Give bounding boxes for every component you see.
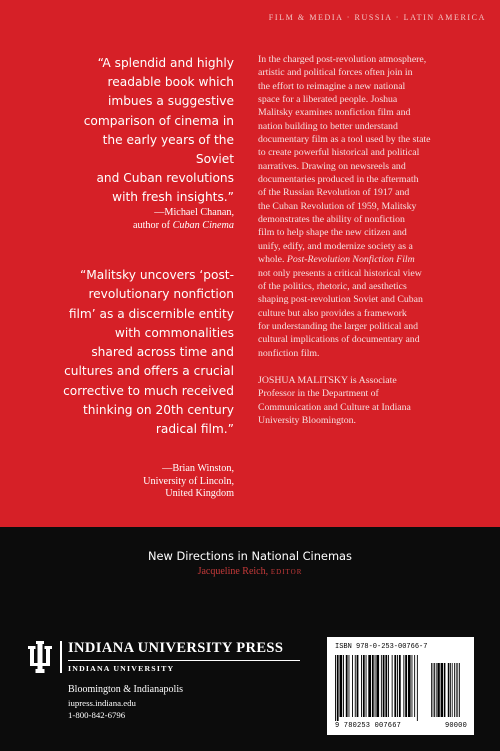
quote-line: cultures and offers a crucial <box>64 364 234 379</box>
quote-line: readable book which <box>107 75 234 90</box>
author-bio-line: JOSHUA MALITSKY is Associate <box>258 374 397 386</box>
isbn-barcode <box>327 637 474 735</box>
attribution-line: —Brian Winston, <box>162 463 234 474</box>
description-line: to create powerful historical and political <box>258 147 420 159</box>
publisher-university: INDIANA UNIVERSITY <box>68 664 175 673</box>
author-bio-line: Communication and Culture at Indiana <box>258 401 411 413</box>
publisher-rule <box>68 660 300 661</box>
publisher-name: INDIANA UNIVERSITY PRESS <box>68 640 284 656</box>
quote-line: thinking on 20th century <box>83 403 234 418</box>
attribution-work: Cuban Cinema <box>172 219 234 231</box>
quote-chanan <box>62 54 234 208</box>
description-line: of the politics, rhetoric, and aesthetics <box>258 280 407 292</box>
description-line: not only presents a critical historical view <box>258 267 422 279</box>
description-line: culture but also provides a framework <box>258 307 407 319</box>
quote-line: the early years of the Soviet <box>102 132 234 167</box>
description-line: documentaries produced in the aftermath <box>258 174 419 186</box>
description-line: In the charged post-revolution atmosphere, <box>258 54 427 65</box>
quote-line: radical film.” <box>155 422 234 437</box>
attribution-name: —Michael Chanan, <box>154 207 234 218</box>
publisher-web: iupress.indiana.edu <box>68 698 136 708</box>
quote-line: comparison of cinema in <box>83 113 234 128</box>
series-line: FILM & MEDIA · RUSSIA · LATIN AMERICA <box>268 13 486 22</box>
author-bio-line: University Bloomington. <box>258 414 356 426</box>
quote-line: shared across time and <box>91 345 234 360</box>
quote-line: “Malitsky uncovers ‘post- <box>79 268 234 282</box>
description-line: shaping post-revolution Soviet and Cuban <box>258 294 423 306</box>
publisher-city: Bloomington & Indianapolis <box>68 684 183 695</box>
iu-trident-icon <box>27 641 53 673</box>
barcode-icon <box>333 655 468 721</box>
isbn-text: ISBN 978-0-253-00766-7 <box>335 643 428 651</box>
description-line: cultural implications of documentary and <box>258 334 420 346</box>
quote-line: “A splendid and highly <box>97 56 234 70</box>
attribution-prefix: author of <box>132 219 173 231</box>
description-line: the effort to reimagine a new national <box>258 80 406 92</box>
quote-line: revolutionary nonfiction <box>88 287 234 302</box>
ean-text <box>335 722 467 730</box>
description-line: of the Russian Revolution of 1917 and <box>258 187 410 199</box>
publisher-address <box>68 683 183 721</box>
description-line: nonfiction film. <box>258 347 320 359</box>
attribution-line: University of Lincoln, <box>143 475 234 487</box>
quote-line: and Cuban revolutions <box>96 171 234 186</box>
editor-role: EDITOR <box>268 568 303 576</box>
description-line: unify, edify, and modernize society as a <box>258 240 413 252</box>
description-line: Malitsky examines nonfiction film and <box>258 107 411 119</box>
price-code: 90000 <box>444 722 467 730</box>
description-line: the Cuban Revolution of 1959, Malitsky <box>258 200 417 212</box>
book-description <box>258 53 490 427</box>
quote-line: with commonalities <box>114 325 234 340</box>
attribution-title <box>34 220 234 233</box>
description-line: documentary film as a tool used by the state <box>258 134 431 146</box>
publisher-phone: 1-800-842-6796 <box>68 710 126 720</box>
description-line: artistic and political forces often join in <box>258 67 413 79</box>
attribution-line: United Kingdom <box>165 488 234 500</box>
description-prefix: whole. <box>258 254 287 266</box>
description-line: space for a liberated people. Joshua <box>258 94 398 106</box>
attribution-winston <box>34 463 234 501</box>
book-title: Post-Revolution Nonfiction Film <box>286 254 415 266</box>
quote-line: corrective to much received <box>63 383 234 398</box>
description-line: for understanding the larger political and <box>258 320 419 332</box>
attribution-chanan <box>34 207 234 232</box>
quote-line: film’ as a discernible entity <box>68 306 234 321</box>
quote-winston <box>56 266 234 440</box>
ean-digits: 9 780253 007667 <box>335 722 402 730</box>
author-bio <box>258 374 490 427</box>
author-bio-line: Professor in the Department of <box>258 388 379 400</box>
description-line <box>258 253 490 266</box>
description-line: narratives. Drawing on newsreels and <box>258 160 406 172</box>
quote-line: imbues a suggestive <box>107 94 234 109</box>
series-collection-title: New Directions in National Cinemas <box>148 549 352 563</box>
logo-divider <box>60 641 62 673</box>
description-line: film to help shape the new citizen and <box>258 227 407 239</box>
description-line: demonstrates the ability of nonfiction <box>258 214 405 226</box>
description-line: nation building to better understand <box>258 120 398 132</box>
quote-line: with fresh insights.” <box>112 190 234 205</box>
editor-name: Jacqueline Reich, <box>197 566 269 577</box>
series-editor <box>0 566 500 577</box>
